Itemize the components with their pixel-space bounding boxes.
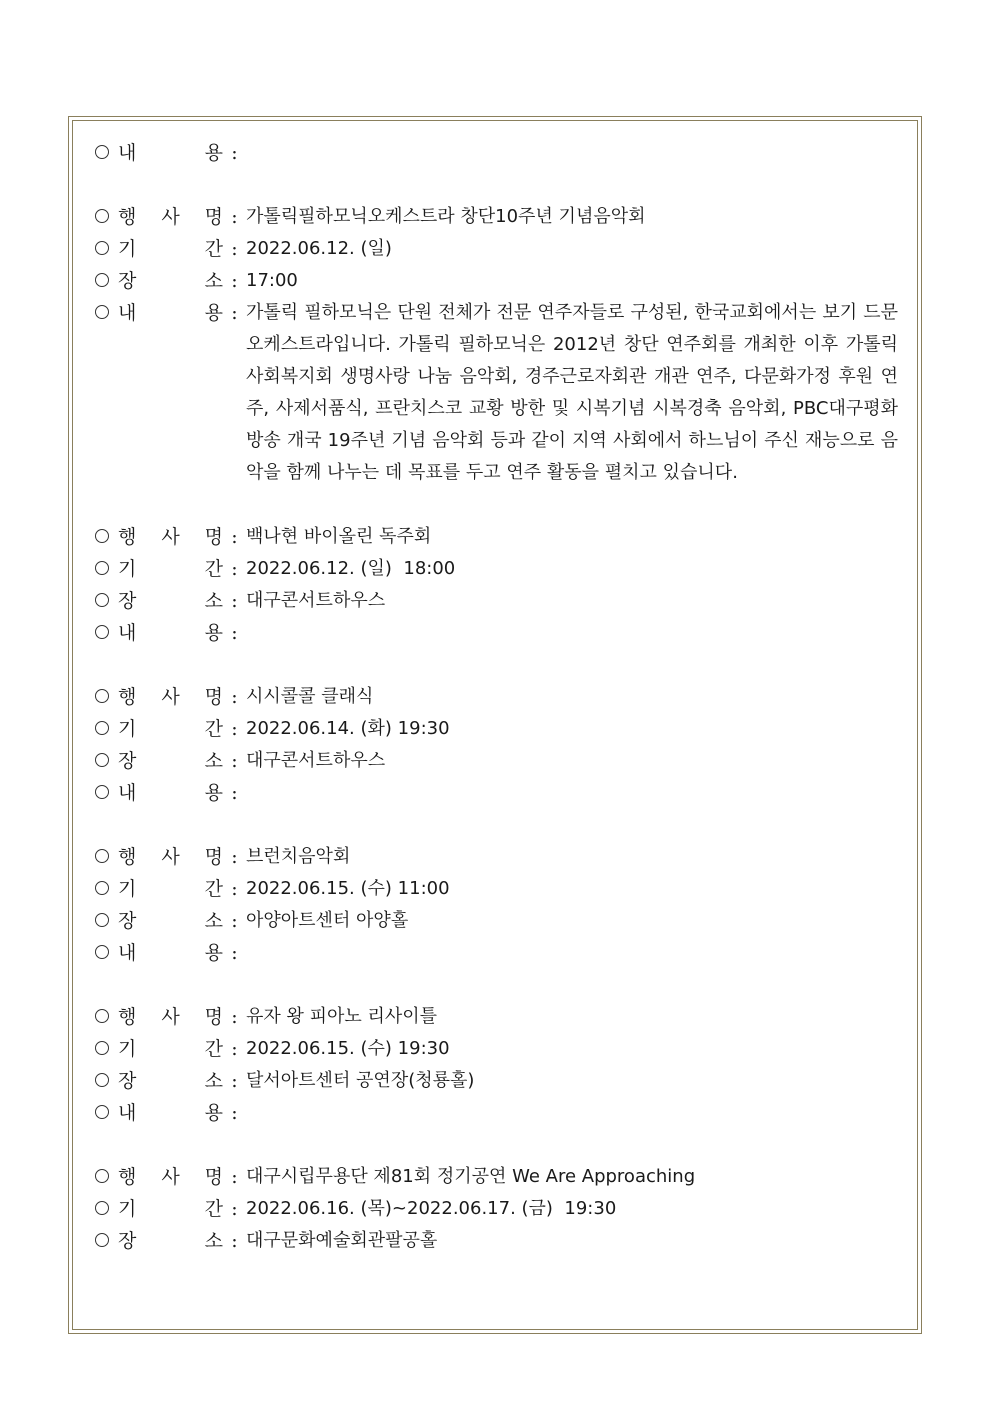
content-row: [95, 297, 898, 489]
content-description: 가톨릭 필하모닉은 단원 전체가 전문 연주자들로 구성된, 한국교회에서는 보기 드문 오케스트라입니다. 가톨릭 필하모닉은 2012년 창단 연주회를 개최한 이후 가톨릭 사회복지회 생명사랑 나눔 음악회, 경주근로자회관 개관 연주, 다문화가정 후원 연주, 사제서품식, 프란치스코 교황 방한 및 시복기념 시복경축 음악회, PBC대구평화방송 개국 19주년 기념 음악회 등과 같이 지역 사회에서 하느님이 주신 재능으로 음악을 함께 나누는 데 목표를 두고 연주 활동을 펼치고 있습니다.: [246, 302, 898, 483]
venue-row: [95, 265, 898, 297]
circle-bullet-icon: [95, 305, 109, 319]
circle-bullet-icon: [95, 209, 109, 223]
colon: :: [231, 846, 238, 868]
period-value: 2022.06.15. (수) 11:00: [246, 878, 450, 899]
period-label: 기 간: [118, 238, 223, 260]
circle-bullet-icon: [95, 561, 109, 575]
circle-bullet-icon: [95, 625, 109, 639]
event-block: [95, 1161, 898, 1257]
period-value: 2022.06.14. (화) 19:30: [246, 718, 450, 739]
venue-row: [95, 1065, 898, 1097]
spacer: [95, 809, 898, 841]
period-value: 2022.06.12. (일) 18:00: [246, 558, 456, 579]
colon: :: [231, 1230, 238, 1252]
colon: :: [231, 942, 238, 964]
intro-content-row: [95, 137, 898, 169]
colon: :: [231, 142, 238, 164]
period-row: [95, 713, 898, 745]
content-row: [95, 937, 898, 969]
colon: :: [231, 590, 238, 612]
event-block: [95, 841, 898, 969]
event-name-value: 가톨릭필하모닉오케스트라 창단10주년 기념음악회: [246, 206, 646, 227]
spacer: [95, 649, 898, 681]
venue-value: 대구콘서트하우스: [246, 750, 386, 771]
content-label: 내 용: [118, 1102, 223, 1124]
period-value: 2022.06.12. (일): [246, 238, 392, 259]
colon: :: [231, 910, 238, 932]
colon: :: [231, 686, 238, 708]
content-label: 내 용: [118, 782, 223, 804]
spacer: [95, 1129, 898, 1161]
content-row: [95, 617, 898, 649]
event-block: [95, 521, 898, 649]
event-listing: [95, 137, 898, 1257]
circle-bullet-icon: [95, 273, 109, 287]
content-label: 내 용: [118, 142, 223, 164]
event-name-value: 브런치음악회: [246, 846, 351, 867]
venue-row: [95, 905, 898, 937]
event-name-value: 백나현 바이올린 독주회: [246, 526, 432, 547]
colon: :: [231, 1166, 238, 1188]
event-name-row: [95, 521, 898, 553]
colon: :: [231, 1006, 238, 1028]
colon: :: [231, 622, 238, 644]
circle-bullet-icon: [95, 145, 109, 159]
circle-bullet-icon: [95, 689, 109, 703]
colon: :: [231, 750, 238, 772]
event-name-row: [95, 1161, 898, 1193]
circle-bullet-icon: [95, 1041, 109, 1055]
circle-bullet-icon: [95, 945, 109, 959]
period-value: 2022.06.16. (목)~2022.06.17. (금) 19:30: [246, 1198, 617, 1219]
colon: :: [231, 1038, 238, 1060]
colon: :: [231, 558, 238, 580]
content-row: [95, 777, 898, 809]
event-block: [95, 681, 898, 809]
colon: :: [231, 782, 238, 804]
circle-bullet-icon: [95, 529, 109, 543]
colon: :: [231, 1070, 238, 1092]
colon: :: [231, 270, 238, 292]
circle-bullet-icon: [95, 1009, 109, 1023]
event-name-value: 유자 왕 피아노 리사이틀: [246, 1006, 438, 1027]
colon: :: [231, 302, 238, 324]
period-label: 기 간: [118, 1198, 223, 1220]
content-row: [95, 1097, 898, 1129]
venue-label: 장 소: [118, 1070, 223, 1092]
colon: :: [231, 1102, 238, 1124]
circle-bullet-icon: [95, 1073, 109, 1087]
event-name-row: [95, 681, 898, 713]
circle-bullet-icon: [95, 1201, 109, 1215]
content-label: 내 용: [118, 302, 223, 324]
content-label: 내 용: [118, 622, 223, 644]
venue-label: 장 소: [118, 750, 223, 772]
venue-value: 대구문화예술회관팔공홀: [246, 1230, 438, 1251]
circle-bullet-icon: [95, 849, 109, 863]
circle-bullet-icon: [95, 241, 109, 255]
event-name-value: 시시콜콜 클래식: [246, 686, 374, 707]
colon: :: [231, 878, 238, 900]
venue-value: 아양아트센터 아양홀: [246, 910, 409, 931]
event-name-label: 행 사 명: [118, 846, 223, 868]
colon: :: [231, 206, 238, 228]
period-row: [95, 873, 898, 905]
content-label: 내 용: [118, 942, 223, 964]
period-row: [95, 233, 898, 265]
spacer: [95, 169, 898, 201]
circle-bullet-icon: [95, 593, 109, 607]
venue-value: 17:00: [246, 270, 298, 291]
venue-value: 대구콘서트하우스: [246, 590, 386, 611]
event-name-value: 대구시립무용단 제81회 정기공연 We Are Approaching: [246, 1166, 696, 1187]
circle-bullet-icon: [95, 785, 109, 799]
colon: :: [231, 1198, 238, 1220]
circle-bullet-icon: [95, 913, 109, 927]
spacer: [95, 969, 898, 1001]
event-name-label: 행 사 명: [118, 206, 223, 228]
venue-label: 장 소: [118, 270, 223, 292]
colon: :: [231, 526, 238, 548]
period-row: [95, 1193, 898, 1225]
period-label: 기 간: [118, 558, 223, 580]
venue-value: 달서아트센터 공연장(청룡홀): [246, 1070, 475, 1091]
period-label: 기 간: [118, 1038, 223, 1060]
circle-bullet-icon: [95, 753, 109, 767]
event-name-row: [95, 201, 898, 233]
event-name-label: 행 사 명: [118, 1006, 223, 1028]
event-name-label: 행 사 명: [118, 686, 223, 708]
colon: :: [231, 718, 238, 740]
venue-row: [95, 585, 898, 617]
venue-row: [95, 745, 898, 777]
period-label: 기 간: [118, 878, 223, 900]
period-row: [95, 553, 898, 585]
spacer: [95, 489, 898, 521]
period-value: 2022.06.15. (수) 19:30: [246, 1038, 450, 1059]
circle-bullet-icon: [95, 721, 109, 735]
event-block: [95, 201, 898, 489]
event-name-label: 행 사 명: [118, 1166, 223, 1188]
venue-label: 장 소: [118, 910, 223, 932]
event-name-row: [95, 841, 898, 873]
venue-label: 장 소: [118, 1230, 223, 1252]
period-label: 기 간: [118, 718, 223, 740]
period-row: [95, 1033, 898, 1065]
event-name-label: 행 사 명: [118, 526, 223, 548]
venue-label: 장 소: [118, 590, 223, 612]
venue-row: [95, 1225, 898, 1257]
circle-bullet-icon: [95, 1105, 109, 1119]
colon: :: [231, 238, 238, 260]
circle-bullet-icon: [95, 1169, 109, 1183]
event-name-row: [95, 1001, 898, 1033]
circle-bullet-icon: [95, 1233, 109, 1247]
event-block: [95, 1001, 898, 1129]
circle-bullet-icon: [95, 881, 109, 895]
